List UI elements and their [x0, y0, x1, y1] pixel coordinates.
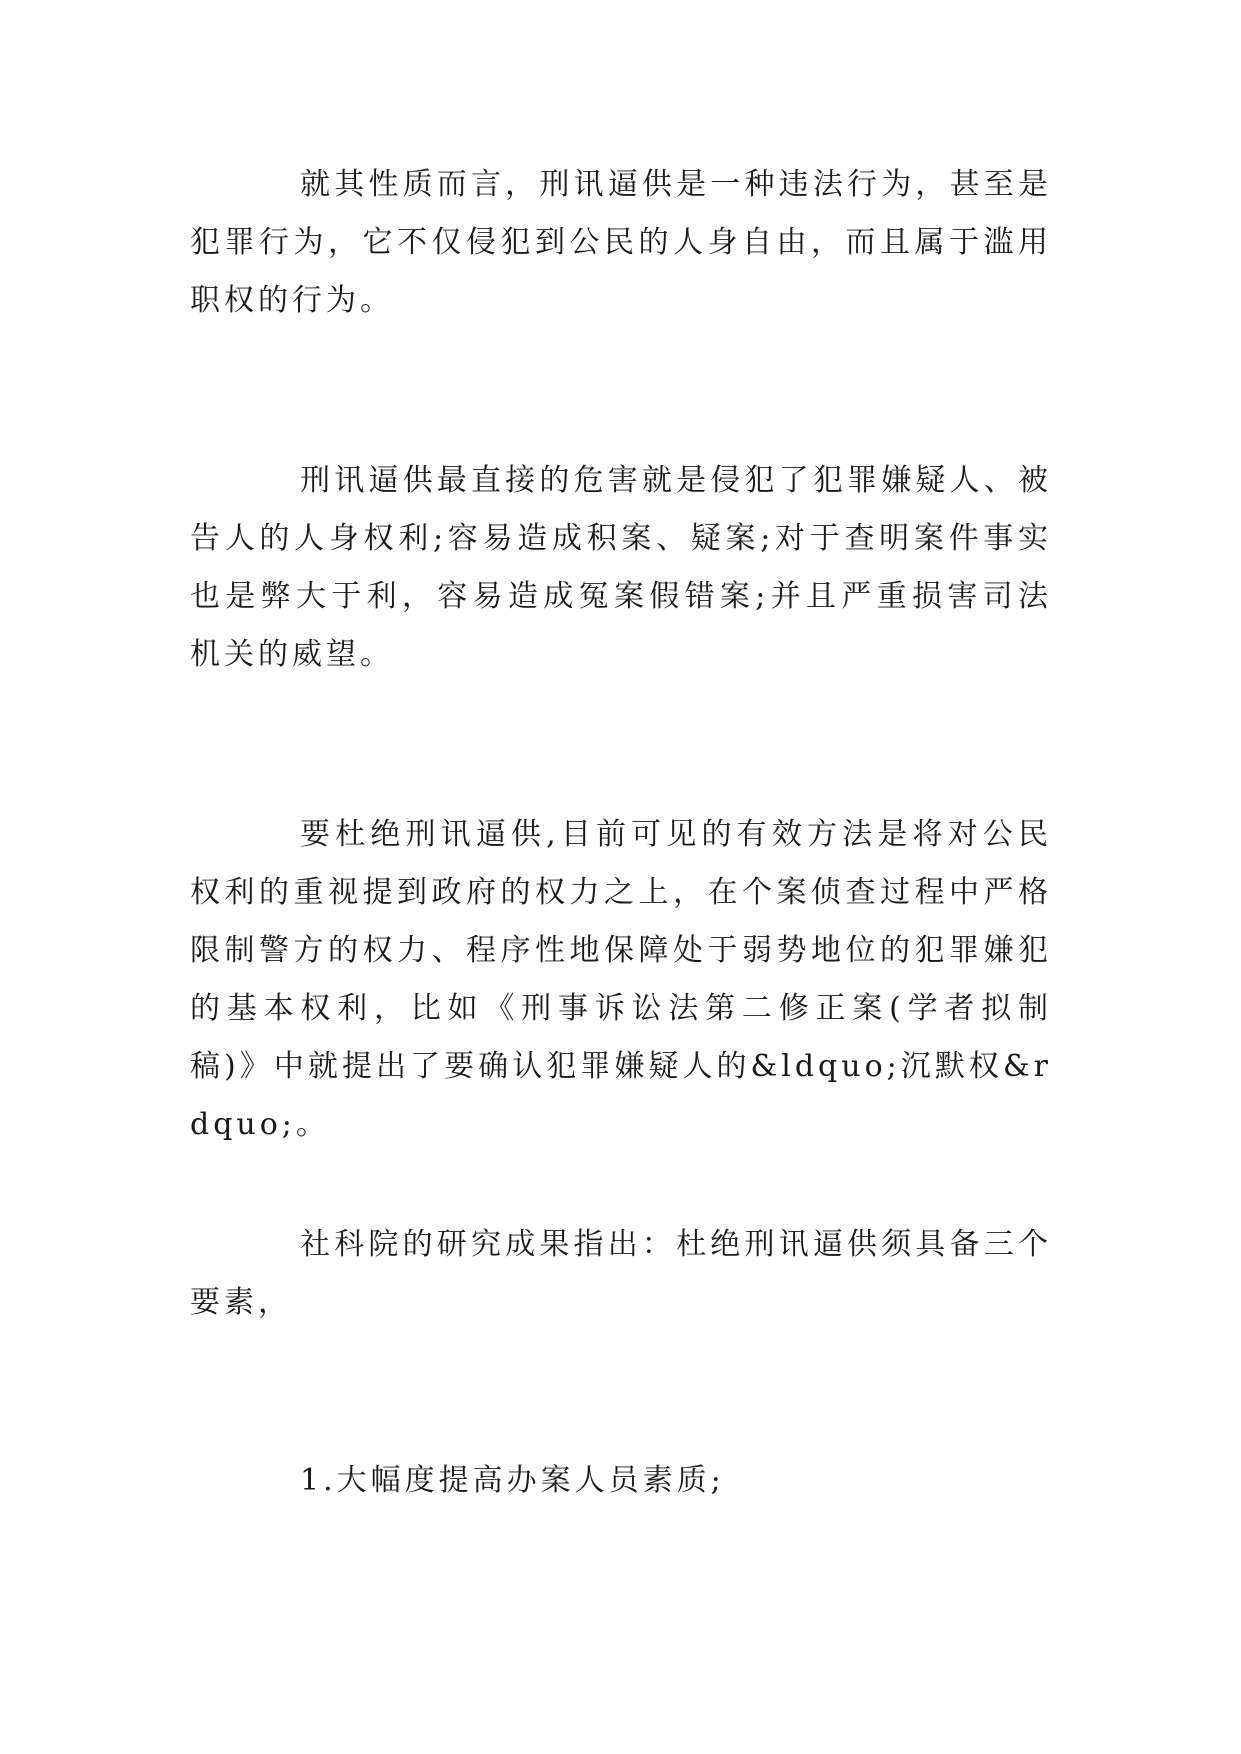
- paragraph-prevention-methods: 要杜绝刑讯逼供,目前可见的有效方法是将对公民权利的重视提到政府的权力之上，在个案侦查过程中严格限制警方的权力、程序性地保障处于弱势地位的犯罪嫌犯的基本权利，比如《刑事诉讼法第二修正案(学者拟制稿)》中就提出了要确认犯罪嫌疑人的&ldquo;沉默权&rdquo;。: [190, 817, 1052, 1142]
- paragraph-research-findings: 社科院的研究成果指出：杜绝刑讯逼供须具备三个要素，: [190, 1227, 1052, 1320]
- paragraph-harms-of-torture: 刑讯逼供最直接的危害就是侵犯了犯罪嫌疑人、被告人的人身权利;容易造成积案、疑案;对于查明案件事实也是弊大于利，容易造成冤案假错案;并且严重损害司法机关的威望。: [190, 463, 1052, 672]
- list-item-one: 1.大幅度提高办案人员素质;: [300, 1463, 725, 1498]
- paragraph-nature-of-torture: 就其性质而言，刑讯逼供是一种违法行为，甚至是犯罪行为，它不仅侵犯到公民的人身自由，而且属于滥用职权的行为。: [190, 167, 1052, 318]
